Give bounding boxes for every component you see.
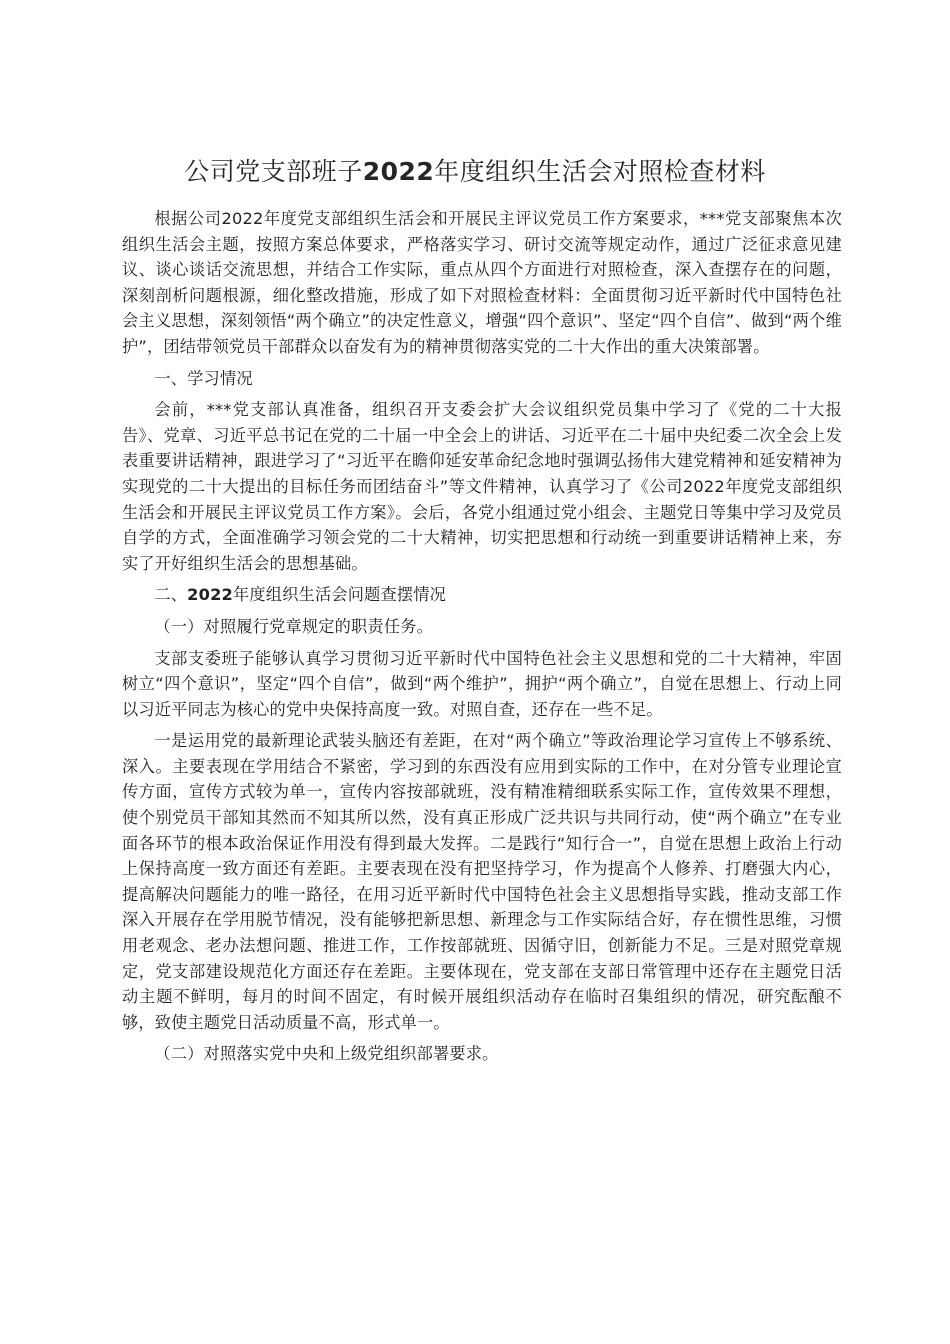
section-2-heading [122,582,842,608]
section-2-heading-rest: 年度组织生活会问题查摆情况 [233,585,447,605]
title-part-1: 公司党支部班子 [184,157,363,186]
title-year: 2022 [362,157,435,186]
section-1-paragraph: 会前，***党支部认真准备，组织召开支委会扩大会议组织党员集中学习了《党的二十大报告》、党章、习近平总书记在党的二十届一中全会上的讲话、习近平在二十届中央纪委二次全会上发表重要讲话精神，跟进学习了“习近平在瞻仰延安革命纪念地时强调弘扬伟大建党精神和延安精神为实现党的二十大提出的目标任务而团结奋斗”等文件精神，认真学习了《公司2022年度党支部组织生活会和开展民主评议党员工作方案》。会后，各党小组通过党小组会、主题党日等集中学习及党员自学的方式，全面准确学习领会党的二十大精神，切实把思想和行动统一到重要讲话精神上来，夯实了开好组织生活会的思想基础。 [122,400,842,573]
subsection-1-heading: （一）对照履行党章规定的职责任务。 [154,616,433,636]
subsection-2-heading: （二）对照落实党中央和上级党组织部署要求。 [154,1044,499,1064]
section-2-heading-year: 2022 [187,585,234,605]
page-title [100,152,850,192]
document-body [122,206,842,1067]
title-part-2: 年度组织生活会对照检查材料 [434,157,766,186]
subsection-1-detail-paragraph: 一是运用党的最新理论武装头脑还有差距，在对“两个确立”等政治理论学习宣传上不够系统、深入。主要表现在学用结合不紧密，学习到的东西没有应用到实际的工作中，在对分管专业理论宣传方面，宣传方式较为单一，宣传内容按部就班，没有精准精细联系实际工作，宣传效果不理想，使个别党员干部知其然而不知其所以然，没有真正形成广泛共识与共同行动，使“两个确立”在专业面各环节的根本政治保证作用没有得到最大发挥。二是践行“知行合一”，自觉在思想上政治上行动上保持高度一致方面还有差距。主要表现在没有把坚持学习，作为提高个人修养、打磨强大内心，提高解决问题能力的唯一路径，在用习近平新时代中国特色社会主义思想指导实践，推动支部工作深入开展存在学用脱节情况，没有能够把新思想、新理念与工作实际结合好，存在惯性思维，习惯用老观念、老办法想问题、推进工作，工作按部就班、因循守旧，创新能力不足。三是对照党章规定，党支部建设规范化方面还存在差距。主要体现在，党支部在支部日常管理中还存在主题党日活动主题不鲜明，每月的时间不固定，有时候开展组织活动存在临时召集组织的情况，研究酝酿不够，致使主题党日活动质量不高，形式单一。 [122,731,842,1032]
subsection-1-paragraph: 支部支委班子能够认真学习贯彻习近平新时代中国特色社会主义思想和党的二十大精神，牢固树立“四个意识”，坚定“四个自信”，做到“两个维护”，拥护“两个确立”，自觉在思想上、行动上同以习近平同志为核心的党中央保持高度一致。对照自查，还存在一些不足。 [122,648,842,719]
intro-paragraph: 根据公司2022年度党支部组织生活会和开展民主评议党员工作方案要求，***党支部聚焦本次组织生活会主题，按照方案总体要求，严格落实学习、研讨交流等规定动作，通过广泛征求意见建议、谈心谈话交流思想，并结合工作实际，重点从四个方面进行对照检查，深入查摆存在的问题，深刻剖析问题根源，细化整改措施，形成了如下对照检查材料：全面贯彻习近平新时代中国特色社会主义思想，深刻领悟“两个确立”的决定性意义，增强“四个意识”、坚定“四个自信”、做到“两个维护”，团结带领党员干部群众以奋发有为的精神贯彻落实党的二十大作出的重大决策部署。 [122,209,842,356]
section-2-heading-prefix: 二、 [154,585,188,605]
section-1-heading: 一、学习情况 [154,368,253,388]
